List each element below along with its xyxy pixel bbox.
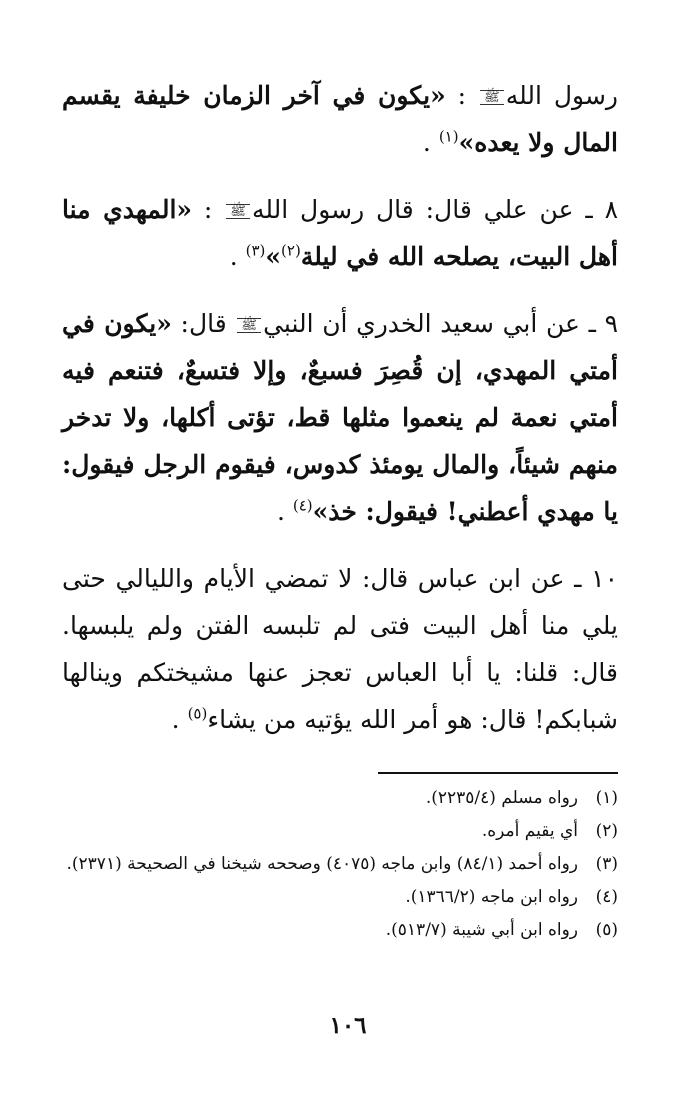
footnote-number: (٣)	[595, 854, 618, 874]
hadith-text: ١٠ ـ عن ابن عباس قال: لا تمضي الأيام والليالي حتى يلي منا أهل البيت فتى لم تلبسه الفتن ولم يلبسها. قال: قلنا: يا أبا العباس تعجز عنها مشيختكم وينالها شبابكم! قال: هو أمر الله يؤتيه من يشاء	[62, 564, 618, 734]
footnote-number: (٢)	[595, 821, 618, 841]
paragraph-separator: :	[445, 81, 478, 110]
footnote-5	[62, 914, 618, 947]
hadith-quote-close: »	[265, 242, 282, 271]
footnote-2	[62, 815, 618, 848]
paragraph-tail: .	[171, 705, 188, 734]
paragraph-tail: .	[229, 242, 246, 271]
footnote-4	[62, 881, 618, 914]
footnote-text: أي يقيم أمره.	[481, 821, 578, 841]
footnote-number: (١)	[595, 788, 618, 808]
paragraph-tail: .	[422, 128, 439, 157]
paragraph-separator: :	[192, 195, 225, 224]
footnote-number: (٥)	[595, 920, 618, 940]
footnote-number: (٤)	[595, 887, 618, 907]
footnote-text: رواه ابن أبي شيبة (٥١٣/٧).	[385, 920, 578, 940]
footnotes-section	[62, 782, 618, 947]
hadith-text: «يكون في آخر الزمان خليفة يقسم المال ولا يعده»	[62, 81, 618, 157]
footnote-divider	[378, 772, 618, 774]
footnote-text: رواه أحمد (٨٤/١) وابن ماجه (٤٠٧٥) وصححه شيخنا في الصحيحة (٢٣٧١).	[66, 854, 578, 874]
footnote-ref-4[interactable]: (٤)	[292, 496, 313, 515]
hadith-paragraph-9	[62, 300, 618, 535]
salutation-mark: ﷺ	[226, 204, 250, 219]
footnote-ref-5[interactable]: (٥)	[187, 704, 208, 723]
paragraph-intro: ٩ ـ عن أبي سعيد الخدري أن النبي	[263, 309, 619, 338]
paragraph-intro: ٨ ـ عن علي قال: قال رسول الله	[251, 195, 618, 224]
footnote-1	[62, 782, 618, 815]
hadith-text: «يكون في أمتي المهدي، إن قُصِرَ فسبعٌ، وإلا فتسعٌ، فتنعم فيه أمتي نعمة لم ينعموا مثلها قط، تؤتى أكلها، ولا تدخر منهم شيئاً، والمال يومئذ كدوس، فيقوم الرجل فيقول: يا مهدي أعطني! فيقول: خذ»	[62, 309, 618, 526]
paragraph-tail: .	[276, 497, 293, 526]
footnote-text: رواه مسلم (٢٢٣٥/٤).	[425, 788, 578, 808]
hadith-paragraph-10	[62, 555, 618, 743]
paragraph-intro: رسول الله	[505, 81, 618, 110]
footnote-3	[62, 848, 618, 881]
salutation-mark: ﷺ	[237, 318, 261, 333]
hadith-paragraph-8	[62, 186, 618, 280]
paragraph-separator: قال:	[171, 309, 236, 338]
footnote-ref-3[interactable]: (٣)	[245, 241, 266, 260]
hadith-paragraph-7-continued	[62, 72, 618, 166]
footnote-ref-1[interactable]: (١)	[438, 127, 459, 146]
hadith-text: «المهدي منا أهل البيت، يصلحه الله في ليلة	[62, 195, 618, 271]
salutation-mark: ﷺ	[480, 90, 504, 105]
footnote-ref-2[interactable]: (٢)	[281, 241, 301, 260]
page-number: ١٠٦	[329, 1012, 367, 1039]
footnote-text: رواه ابن ماجه (١٣٦٦/٢).	[405, 887, 578, 907]
